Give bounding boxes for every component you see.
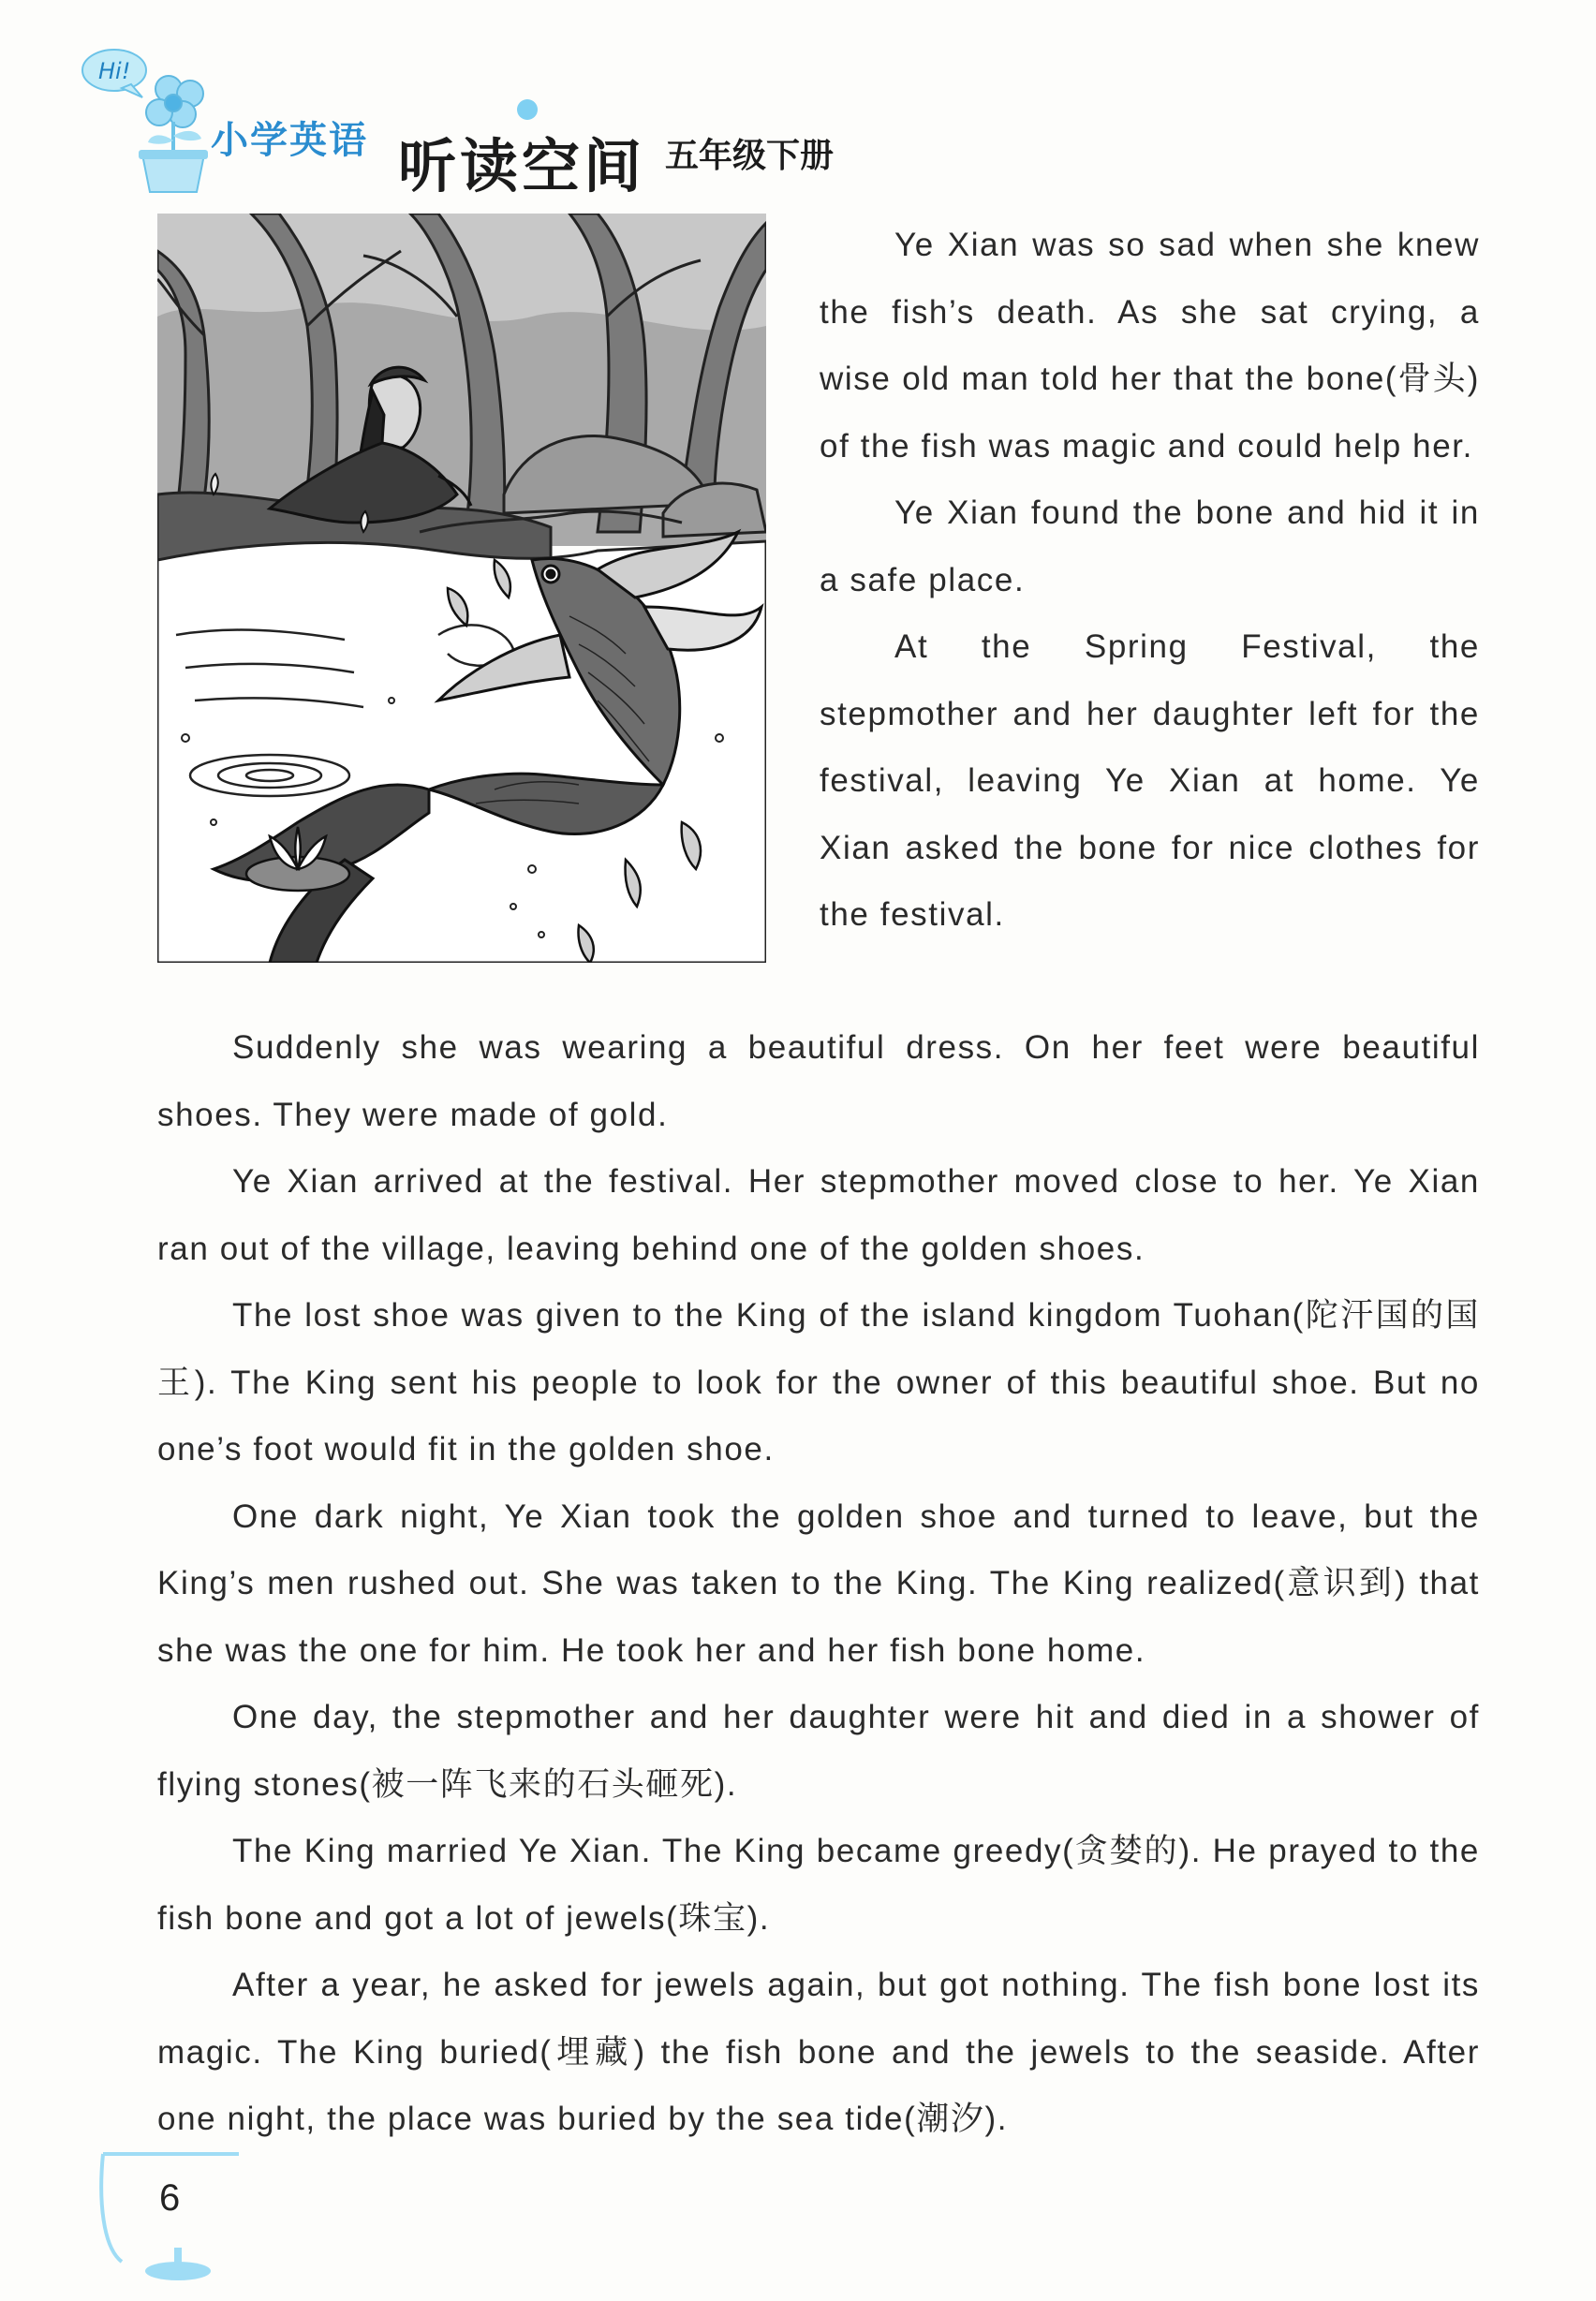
footer-decoration-icon xyxy=(84,2145,272,2294)
paragraph: The King married Ye Xian. The King became greedy(贪婪的). He prayed to the fish bone and got a lot of jewels(珠宝). xyxy=(157,1833,1480,1937)
story-right-column xyxy=(820,212,1480,949)
paragraph: At the Spring Festival, the stepmother and her daughter left for the festival, leaving Ye Xian at home. Ye Xian asked the bone for nice clothes for the festival. xyxy=(820,628,1480,933)
paragraph: Ye Xian found the bone and hid it in a safe place. xyxy=(820,494,1480,598)
story-full-width xyxy=(157,1014,1480,2153)
paragraph: Ye Xian arrived at the festival. Her stepmother moved close to her. Ye Xian ran out of the village, leaving behind one of the golden shoes. xyxy=(157,1163,1480,1267)
paragraph: Ye Xian was so sad when she knew the fish’s death. As she sat crying, a wise old man told her that the bone(骨头) of the fish was magic and could help her. xyxy=(820,227,1480,465)
paragraph: The lost shoe was given to the King of the island kingdom Tuohan(陀汗国的国王). The King sent his people to look for the owner of this beautiful shoe. But no one’s foot would fit in the golden shoe. xyxy=(157,1297,1480,1468)
page-header xyxy=(56,37,993,200)
page-number: 6 xyxy=(159,2177,181,2219)
paragraph: After a year, he asked for jewels again, but got nothing. The fish bone lost its magic. The King buried(埋藏) the fish bone and the jewels to the seaside. After one night, the place was buried by the sea tide(潮汐). xyxy=(157,1967,1480,2137)
series-title: 小学英语 xyxy=(211,119,368,162)
ye-xian-and-magic-fish-illustration xyxy=(157,214,766,963)
logo-text: Hi! xyxy=(98,58,131,84)
book-title: 听读空间 xyxy=(398,132,646,200)
paragraph: One day, the stepmother and her daughter were hit and died in a shower of flying stones(被一阵飞来的石头砸死). xyxy=(157,1699,1480,1803)
title-dot-icon xyxy=(517,99,538,120)
paragraph: Suddenly she was wearing a beautiful dress. On her feet were beautiful shoes. They were made of gold. xyxy=(157,1029,1480,1133)
paragraph: One dark night, Ye Xian took the golden shoe and turned to leave, but the King’s men rushed out. She was taken to the King. The King realized(意识到) that she was the one for him. He took her and her fish bone home. xyxy=(157,1497,1480,1669)
grade-title: 五年级下册 xyxy=(665,137,835,175)
